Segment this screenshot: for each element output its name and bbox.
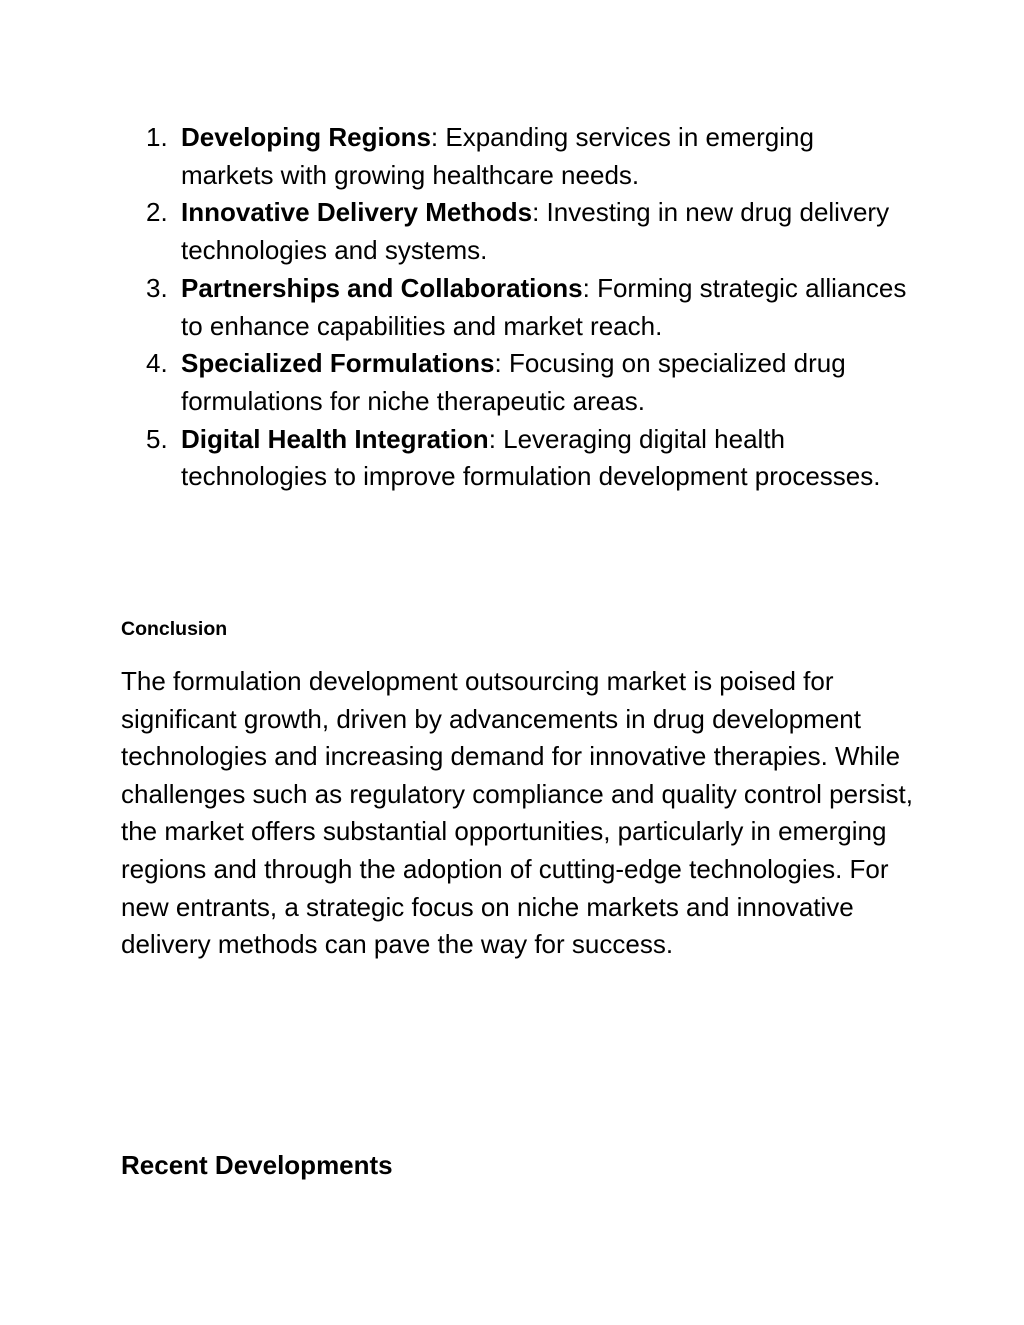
recent-developments-heading: Recent Developments (121, 1150, 393, 1180)
list-item-number: 3. (146, 272, 168, 303)
list-item-number: 2. (146, 197, 168, 228)
list-item-number: 5. (146, 423, 168, 454)
conclusion-paragraph: The formulation development outsourcing market is poised for significant growth, driven by advancements in drug development technologies and increasing demand for innovative therapies. While challenges such as regulatory compliance and quality control persist, the market offers substantial opportunities, particularly in emerging regions and through the adoption of cutting-edge technologies. For new entrants, a strategic focus on niche markets and innovative delivery methods can pave the way for success. (121, 666, 913, 960)
list-item-description: : Forming strategic alliances to enhance capabilities and market reach. (181, 272, 907, 341)
list-item (121, 119, 911, 194)
list-item-term: Partnerships and Collaborations (181, 272, 583, 303)
list-item-term: Developing Regions (181, 122, 431, 152)
list-item-description: : Expanding services in emerging markets with growing healthcare needs. (181, 122, 814, 190)
list-item-term: Innovative Delivery Methods (181, 197, 533, 228)
list-item (121, 421, 911, 496)
list-item (121, 345, 911, 420)
list-item-term: Specialized Formulations (181, 348, 495, 379)
list-item-number: 4. (146, 348, 168, 379)
list-item (121, 270, 911, 345)
list-item (121, 194, 911, 269)
opportunity-list (121, 119, 911, 496)
list-item-description: : Leveraging digital health technologies to improve formulation development processes. (181, 423, 881, 492)
conclusion-heading: Conclusion (121, 618, 228, 640)
list-item-term: Digital Health Integration (181, 423, 489, 454)
list-item-description: : Focusing on specialized drug formulations for niche therapeutic areas. (181, 348, 846, 416)
list-item-number: 1. (146, 122, 168, 152)
list-item-description: : Investing in new drug delivery technologies and systems. (181, 197, 890, 266)
